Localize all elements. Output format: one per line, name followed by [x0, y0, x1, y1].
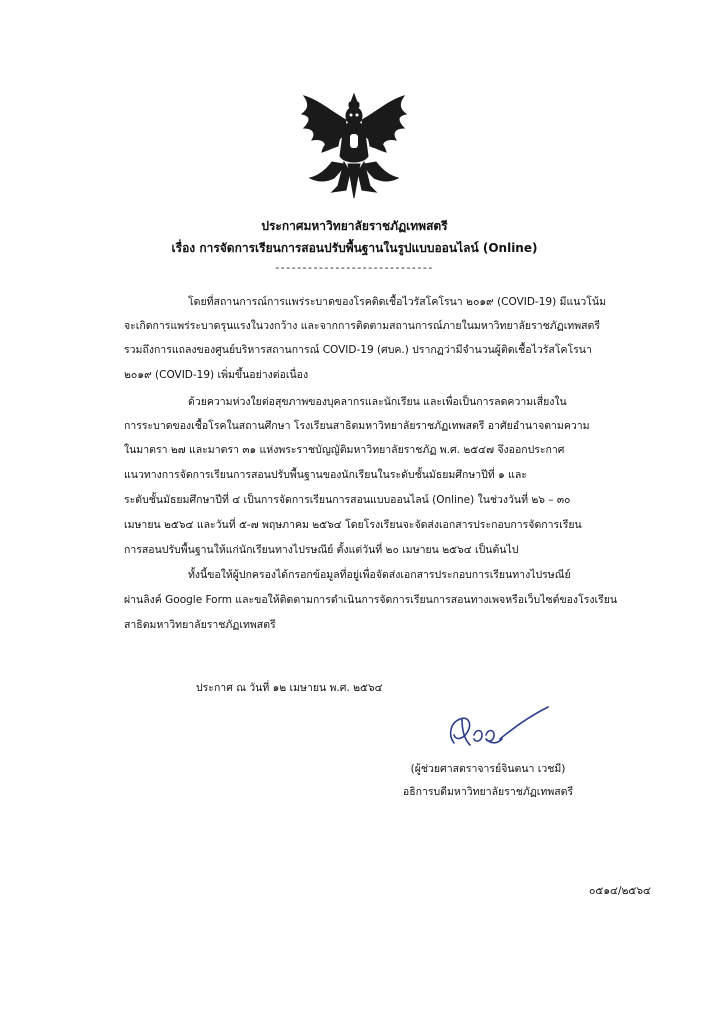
signatory-position: อธิการบดีมหาวิทยาลัยราชภัฏเทพสตรี — [402, 786, 574, 798]
paragraph-2-line-7: การสอนปรับพื้นฐานให้แก่นักเรียนทางไปรษณีย์ ตั้งแต่วันที่ ๒๐ เมษายน ๒๕๖๔ เป็นต้นไป — [124, 544, 519, 556]
handwritten-signature — [440, 705, 552, 751]
document-number: ๐๕๑๔/๒๕๖๔ — [589, 885, 651, 897]
separator-line: ----------------------------- — [275, 261, 434, 274]
announcement-date: ประกาศ ณ วันที่ ๑๒ เมษายน พ.ศ. ๒๕๖๔ — [196, 682, 383, 694]
paragraph-2-line-2: การระบาดของเชื้อโรคในสถานศึกษา โรงเรียนสาธิตมหาวิทยาลัยราชภัฏเทพสตรี อาศัยอำนาจตามความ — [124, 420, 590, 432]
announcement-subject: เรื่อง การจัดการเรียนการสอนปรับพื้นฐานในรูปแบบออนไลน์ (Online) — [171, 241, 538, 255]
paragraph-3-line-3: สาธิตมหาวิทยาลัยราชภัฏเทพสตรี — [124, 619, 276, 631]
paragraph-2-line-1: ด้วยความห่วงใยต่อสุขภาพของบุคลากรและนักเรียน และเพื่อเป็นการลดความเสี่ยงใน — [188, 396, 567, 408]
paragraph-2-line-4: แนวทางการจัดการเรียนการสอนปรับพื้นฐานของนักเรียนในระดับชั้นมัธยมศึกษาปีที่ ๑ และ — [124, 469, 527, 481]
paragraph-2-line-6: เมษายน ๒๕๖๔ และวันที่ ๕-๗ พฤษภาคม ๒๕๖๔ โดยโรงเรียนจะจัดส่งเอกสารประกอบการจัดการเรียน — [124, 519, 582, 531]
paragraph-3-line-2: ผ่านลิงค์ Google Form และขอให้ติดตามการดำเนินการจัดการเรียนการสอนทางเพจหรือเว็บไซต์ของโรงเรียน — [124, 594, 618, 606]
paragraph-2-line-3: ในมาตรา ๒๗ และมาตรา ๓๑ แห่งพระราชบัญญัติมหาวิทยาลัยราชภัฏ พ.ศ. ๒๕๔๗ จึงออกประกาศ — [124, 444, 565, 456]
garuda-emblem-icon — [296, 92, 412, 202]
paragraph-3-line-1: ทั้งนี้ขอให้ผู้ปกครองได้กรอกข้อมูลที่อยู่เพื่อจัดส่งเอกสารประกอบการเรียนทางไปรษณีย์ — [188, 569, 571, 581]
paragraph-1-line-2: จะเกิดการแพร่ระบาดรุนแรงในวงกว้าง และจากการติดตามสถานการณ์ภายในมหาวิทยาลัยราชภัฏเทพสตรี — [124, 320, 601, 332]
paragraph-1-line-3: รวมถึงการแถลงของศูนย์บริหารสถานการณ์ COVID-19 (ศบค.) ปรากฏว่ามีจำนวนผู้ติดเชื้อไวรัสโคโรนา — [124, 344, 592, 356]
paragraph-1-line-4: ๒๐๑๙ (COVID-19) เพิ่มขึ้นอย่างต่อเนื่อง — [124, 369, 309, 381]
paragraph-1-line-1: โดยที่สถานการณ์การแพร่ระบาดของโรคติดเชื้อไวรัสโคโรนา ๒๐๑๙ (COVID-19) มีแนวโน้ม — [188, 296, 607, 308]
paragraph-2-line-5: ระดับชั้นมัธยมศึกษาปีที่ ๔ เป็นการจัดการเรียนการสอนแบบออนไลน์ (Online) ในช่วงวันที่ ๒๖ – ๓๐ — [124, 494, 571, 506]
announcement-title: ประกาศมหาวิทยาลัยราชภัฏเทพสตรี — [261, 219, 448, 233]
signatory-name: (ผู้ช่วยศาสตราจารย์จินตนา เวชมี) — [410, 763, 566, 775]
